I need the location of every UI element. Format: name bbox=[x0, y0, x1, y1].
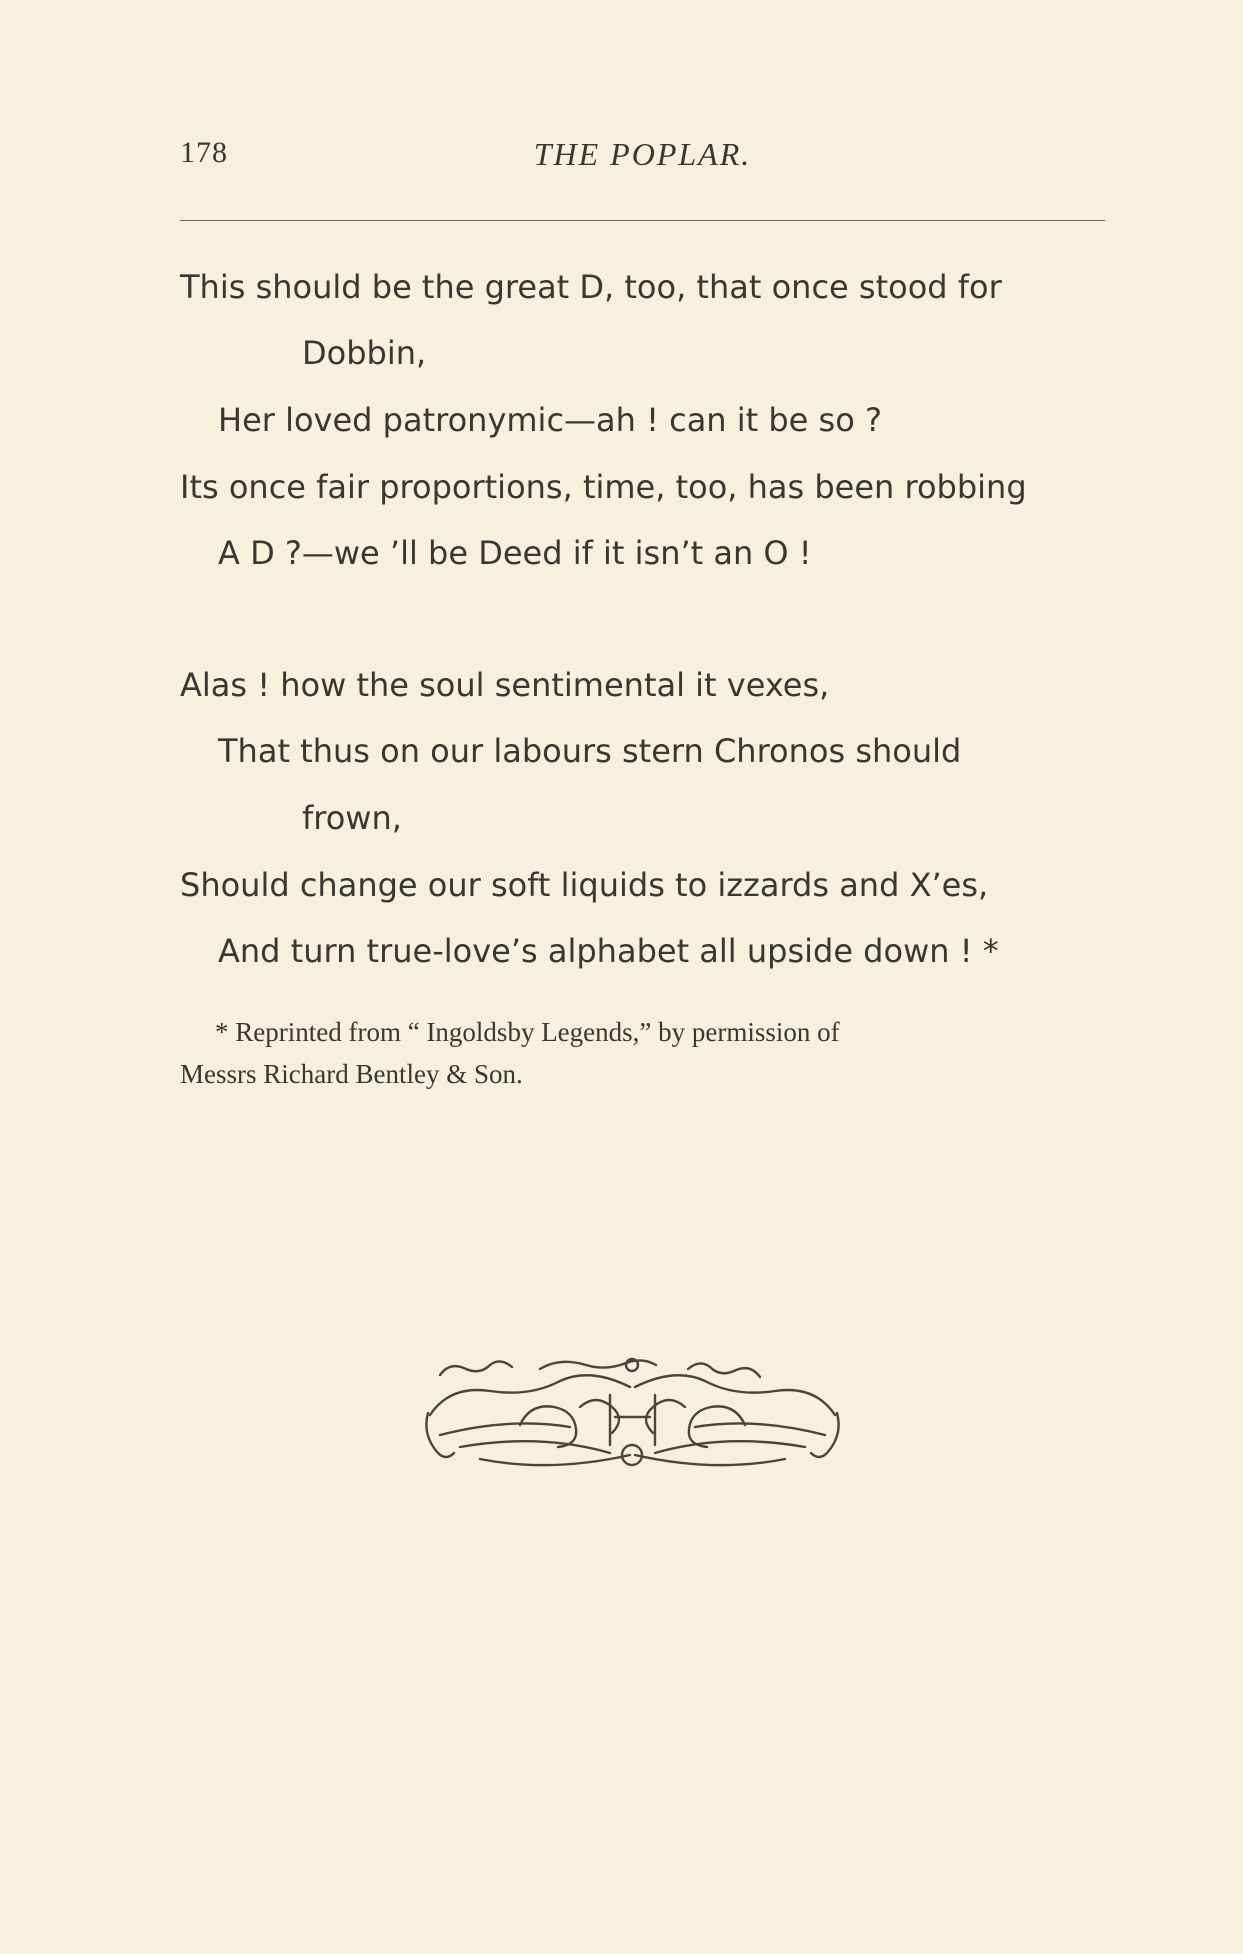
verse-line: This should be the great D, too, that once stood for bbox=[180, 268, 1002, 306]
header-rule bbox=[180, 220, 1105, 221]
decorative-tailpiece-ornament bbox=[420, 1355, 845, 1473]
verse-line: Its once fair proportions, time, too, has been robbing bbox=[180, 468, 1027, 506]
verse-line: A D ?—we ’ll be Deed if it isn’t an O ! bbox=[218, 534, 812, 572]
verse-line: Should change our soft liquids to izzards and X’es, bbox=[180, 866, 989, 904]
verse-line: Her loved patronymic—ah ! can it be so ? bbox=[218, 401, 882, 439]
verse-line: frown, bbox=[302, 799, 402, 837]
page-number: 178 bbox=[180, 136, 228, 169]
running-title: THE POPLAR. bbox=[533, 136, 752, 172]
verse-line: Alas ! how the soul sentimental it vexes, bbox=[180, 666, 830, 704]
verse-line: And turn true-love’s alphabet all upside down ! * bbox=[218, 932, 999, 970]
footnote-line: Messrs Richard Bentley & Son. bbox=[180, 1059, 523, 1089]
verse-line: That thus on our labours stern Chronos should bbox=[218, 732, 962, 770]
footnote-line: * Reprinted from “ Ingoldsby Legends,” by permission of bbox=[215, 1017, 840, 1047]
verse-line: Dobbin, bbox=[302, 334, 427, 372]
page-header bbox=[180, 136, 1105, 176]
